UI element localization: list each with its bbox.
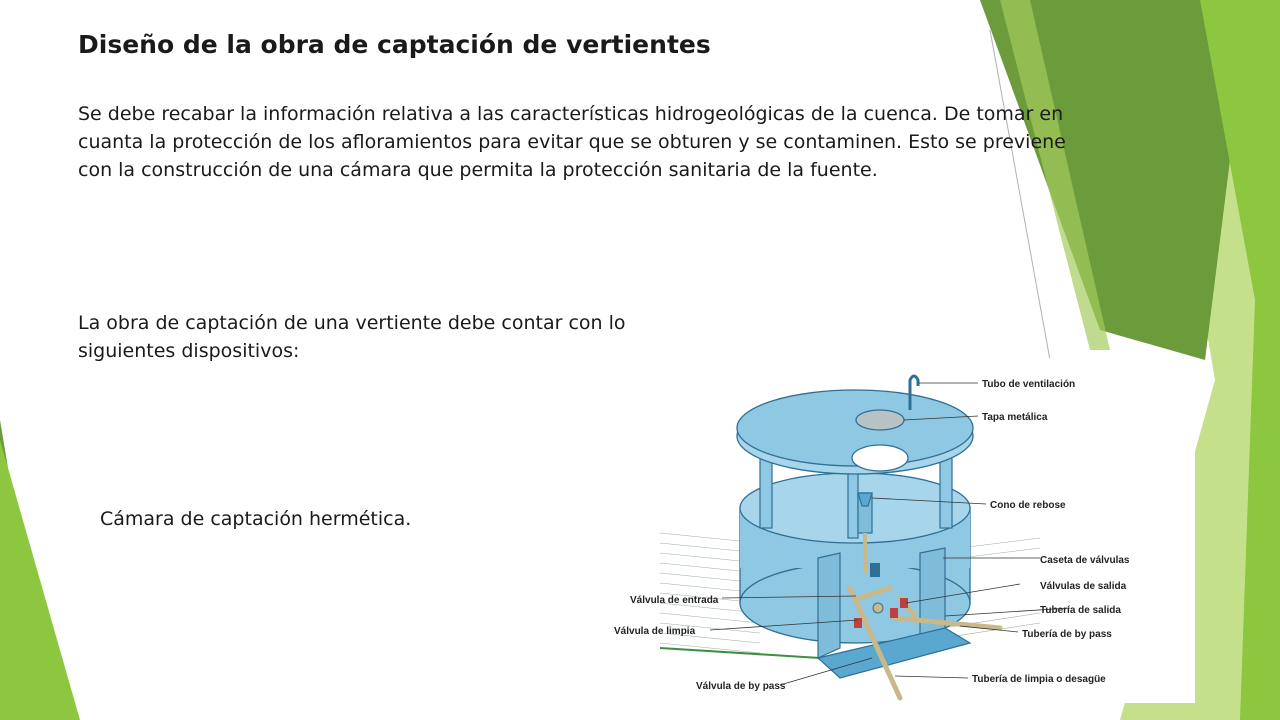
label-outlet-pipe: Tubería de salida: [1040, 605, 1121, 616]
label-outlet-valves: Válvulas de salida: [1040, 581, 1127, 592]
devices-paragraph: La obra de captación de una vertiente debe contar con lo siguientes dispositivos:: [78, 312, 626, 362]
label-bypass-valve: Válvula de by pass: [696, 681, 786, 692]
figure-caption: Cámara de captación hermética.: [100, 508, 412, 530]
label-bypass-pipe: Tubería de by pass: [1022, 629, 1112, 640]
label-ventilation-pipe: Tubo de ventilación: [982, 379, 1076, 390]
left-green-shape-mid: [0, 440, 80, 720]
label-cleanout-pipe: Tubería de limpia o desagüe: [972, 674, 1106, 685]
tank-lid: [737, 390, 973, 474]
label-overflow-cone: Cono de rebose: [990, 500, 1066, 511]
slide-title: Diseño de la obra de captación de vertientes: [78, 30, 711, 59]
label-cleanout-valve: Válvula de limpia: [614, 626, 696, 637]
intro-paragraph: Se debe recabar la información relativa a las características hidrogeológicas de la cuenca. De tomar en cuanta la protección de los afloramientos para evitar que se obturen y se contaminen. Esto se previene con la construcción de una cámara que permita la protección sanitaria de la fuente.: [78, 103, 1066, 181]
label-inlet-valve: Válvula de entrada: [630, 595, 719, 606]
label-metal-lid: Tapa metálica: [982, 412, 1048, 423]
chamber-illustration: [600, 358, 1195, 703]
label-valve-house: Caseta de válvulas: [1040, 555, 1130, 566]
spring-capture-chamber-diagram: [600, 358, 1195, 703]
